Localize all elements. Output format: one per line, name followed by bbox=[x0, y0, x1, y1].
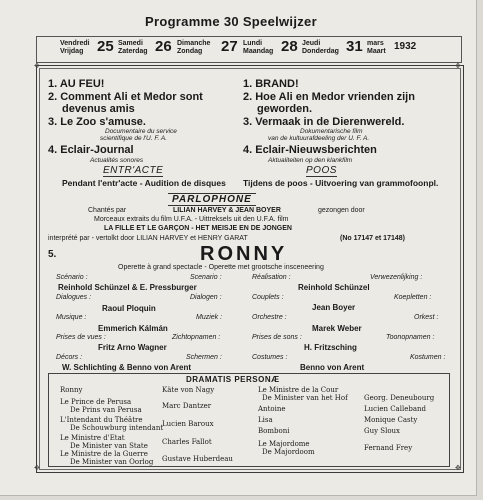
date-3-nl: Zondag bbox=[177, 48, 203, 55]
cast-left-3-role2: De Schouwburg intendant bbox=[70, 424, 164, 432]
nl-item-4-note: Aktualiteiten op den klankfilm bbox=[268, 157, 353, 164]
cast-left-1-role: Ronny bbox=[60, 386, 83, 394]
parlophone-chantes: Chantés par bbox=[88, 207, 127, 214]
fr-item-4-note: Actualités sonores bbox=[90, 157, 144, 164]
date-2-num: 26 bbox=[155, 38, 172, 55]
month bbox=[367, 40, 386, 56]
date-4 bbox=[243, 40, 273, 56]
nl-item-4: 4. Eclair-Nieuwsberichten bbox=[243, 144, 377, 156]
credit-dialogues: Raoul Ploquin bbox=[102, 304, 156, 313]
month-nl: Maart bbox=[367, 48, 386, 55]
nl-item-1: 1. BRAND! bbox=[243, 78, 299, 90]
cast-right-3-actor: Monique Casty bbox=[364, 416, 418, 424]
cast-right-1-role2: De Minister van het Hof bbox=[262, 394, 348, 402]
credit-decors-nl: Schermen : bbox=[186, 354, 222, 361]
cast-right-2-role: Antoine bbox=[258, 405, 286, 413]
fr-entracte-note: Pendant l'entr'acte - Audition de disques bbox=[62, 178, 226, 188]
cast-left-4-role2: De Minister van State bbox=[70, 442, 148, 450]
credit-costumes: Benno von Arent bbox=[300, 363, 365, 372]
parlophone-extraits: Morceaux extraits du film U.F.A. - Uittreksels uit den U.F.A. film bbox=[94, 216, 289, 223]
cast-right-5-role: Le Majordome bbox=[258, 440, 310, 448]
header-rule bbox=[36, 36, 462, 37]
nl-item-3-note2: van de kultuurafdeeling der U. F. A. bbox=[268, 135, 370, 142]
cast-right-3-role: Lisa bbox=[258, 416, 273, 424]
date-5-nl: Donderdag bbox=[302, 48, 339, 55]
corner-ornament-br: ✥ bbox=[455, 465, 461, 472]
fr-item-3-note1: Documentaire du service bbox=[105, 128, 177, 135]
credit-prises-sons-fr: Prises de sons : bbox=[252, 334, 302, 341]
credit-couplets-nl: Koepletten : bbox=[394, 294, 432, 301]
cast-left-4-actor: Charles Fallot bbox=[162, 438, 212, 446]
credit-realisation-nl: Verwezenlijking : bbox=[370, 274, 423, 281]
credit-costumes-fr: Costumes : bbox=[252, 354, 288, 361]
credit-orchestre-fr: Orchestre : bbox=[252, 314, 287, 321]
credit-musique: Emmerich Kálmán bbox=[98, 324, 168, 333]
page-title: Programme 30 Speelwijzer bbox=[145, 14, 317, 29]
cast-left-5-actor: Gustave Huberdeau bbox=[162, 455, 233, 463]
feature-num: 5. bbox=[48, 249, 57, 260]
credit-couplets-fr: Couplets : bbox=[252, 294, 284, 301]
date-5-num: 31 bbox=[346, 38, 363, 55]
corner-ornament-tr: ✥ bbox=[455, 63, 461, 70]
cast-left-3-role: L'Intendant du Théâtre bbox=[60, 416, 143, 424]
fr-entracte: ENTR'ACTE bbox=[103, 165, 164, 176]
credit-realisation-fr: Réalisation : bbox=[252, 274, 291, 281]
cast-right-2-actor: Lucien Calleband bbox=[364, 405, 426, 413]
year: 1932 bbox=[394, 41, 417, 52]
date-2 bbox=[118, 40, 148, 56]
parlophone-records: (No 17147 et 17148) bbox=[340, 235, 405, 242]
header-rule-right bbox=[461, 36, 462, 62]
credit-prises-vues: Fritz Arno Wagner bbox=[98, 343, 167, 352]
corner-ornament-bl: ✥ bbox=[34, 465, 40, 472]
cast-left-4-role: Le Ministre d'Etat bbox=[60, 434, 125, 442]
cast-left-2-role2: De Prins van Perusa bbox=[70, 406, 142, 414]
fr-item-3: 3. Le Zoo s'amuse. bbox=[48, 116, 146, 128]
header-rule-bottom bbox=[36, 62, 462, 63]
nl-poos: POOS bbox=[306, 165, 337, 176]
date-4-nl: Maandag bbox=[243, 48, 274, 55]
credit-prises-vues-nl: Zichtopnamen : bbox=[172, 334, 221, 341]
credit-musique-nl: Muziek : bbox=[196, 314, 223, 321]
cast-right-5-actor: Fernand Frey bbox=[364, 444, 413, 452]
date-1 bbox=[60, 40, 90, 56]
credit-realisation: Reinhold Schünzel bbox=[298, 283, 370, 292]
cast-left-2-role: Le Prince de Perusa bbox=[60, 398, 132, 406]
cast-left-1-actor: Käte von Nagy bbox=[162, 386, 215, 394]
cast-right-1-role: Le Ministre de la Cour bbox=[258, 386, 339, 394]
dramatis-title: DRAMATIS PERSONÆ bbox=[186, 375, 280, 384]
credit-orchestre-nl: Orkest : bbox=[414, 314, 439, 321]
parlophone-singers: LILIAN HARVEY & JEAN BOYER bbox=[173, 207, 281, 214]
cast-left-5-role2: De Minister van Oorlog bbox=[70, 458, 154, 466]
date-5-fr: Jeudi bbox=[302, 40, 321, 47]
credit-costumes-nl: Kostumen : bbox=[410, 354, 446, 361]
credit-scenario: Reinhold Schünzel & E. Pressburger bbox=[58, 283, 197, 292]
parlophone-gezongen: gezongen door bbox=[318, 207, 365, 214]
parlophone-interprete: interprété par - vertolkt door LILIAN HARVEY et HENRY GARAT bbox=[48, 235, 248, 242]
cast-right-4-role: Bomboni bbox=[258, 427, 290, 435]
credit-couplets: Jean Boyer bbox=[312, 303, 356, 312]
date-1-fr: Vendredi bbox=[60, 40, 90, 47]
parlophone-title: PARLOPHONE bbox=[168, 193, 256, 206]
credit-dialogues-nl: Dialogen : bbox=[190, 294, 222, 301]
date-3-fr: Dimanche bbox=[177, 40, 211, 47]
credit-decors: W. Schlichting & Benno von Arent bbox=[62, 363, 192, 372]
credit-scenario-fr: Scénario : bbox=[56, 274, 88, 281]
cast-right-5-role2: De Majordoom bbox=[262, 448, 315, 456]
nl-item-3: 3. Vermaak in de Dierenwereld. bbox=[243, 116, 405, 128]
date-1-nl: Vrijdag bbox=[60, 48, 84, 55]
date-1-num: 25 bbox=[97, 38, 114, 55]
cast-left-2-actor: Marc Dantzer bbox=[162, 402, 212, 410]
header-rule-left bbox=[36, 36, 37, 62]
fr-item-3-note2: scientifique de l'U. F. A. bbox=[100, 135, 167, 142]
cast-left-5-role: Le Ministre de la Guerre bbox=[60, 450, 148, 458]
nl-item-2b: geworden. bbox=[257, 103, 313, 115]
feature-title: RONNY bbox=[200, 243, 288, 265]
credit-orchestre: Marek Weber bbox=[312, 324, 362, 333]
cast-right-4-actor: Guy Sloux bbox=[364, 427, 400, 435]
date-4-num: 28 bbox=[281, 38, 298, 55]
credit-decors-fr: Décors : bbox=[56, 354, 83, 361]
fr-item-4: 4. Eclair-Journal bbox=[48, 144, 134, 156]
parlophone-film-title: LA FILLE ET LE GARÇON - HET MEISJE EN DE JONGEN bbox=[104, 225, 292, 232]
cast-left-3-actor: Lucien Baroux bbox=[162, 420, 214, 428]
date-3 bbox=[177, 40, 210, 56]
fr-item-2a: 2. Comment Ali et Medor sont bbox=[48, 91, 203, 103]
date-4-fr: Lundi bbox=[243, 40, 263, 47]
corner-ornament-tl: ✥ bbox=[34, 63, 40, 70]
cast-right-1-actor: Georg. Deneubourg bbox=[364, 394, 435, 402]
nl-poos-note: Tijdens de poos - Uitvoering van grammofoonpl. bbox=[243, 178, 439, 188]
credit-prises-vues-fr: Prises de vues : bbox=[56, 334, 106, 341]
credit-prises-sons: H. Fritzsching bbox=[304, 343, 357, 352]
nl-item-2a: 2. Hoe Ali en Medor vrienden zijn bbox=[243, 91, 415, 103]
fr-item-1: 1. AU FEU! bbox=[48, 78, 105, 90]
credit-prises-sons-nl: Toonopnamen : bbox=[386, 334, 435, 341]
month-fr: mars bbox=[367, 40, 384, 47]
nl-item-3-note1: Dokumentarische film bbox=[300, 128, 363, 135]
date-2-fr: Samedi bbox=[118, 40, 143, 47]
credit-scenario-nl: Scenario : bbox=[190, 274, 222, 281]
feature-subtitle: Operette à grand spectacle - Operette met grootsche insceneering bbox=[118, 264, 324, 271]
fr-item-2b: devenus amis bbox=[62, 103, 135, 115]
date-3-num: 27 bbox=[221, 38, 238, 55]
date-5 bbox=[302, 40, 339, 56]
date-2-nl: Zaterdag bbox=[118, 48, 148, 55]
credit-dialogues-fr: Dialogues : bbox=[56, 294, 92, 301]
credit-musique-fr: Musique : bbox=[56, 314, 87, 321]
